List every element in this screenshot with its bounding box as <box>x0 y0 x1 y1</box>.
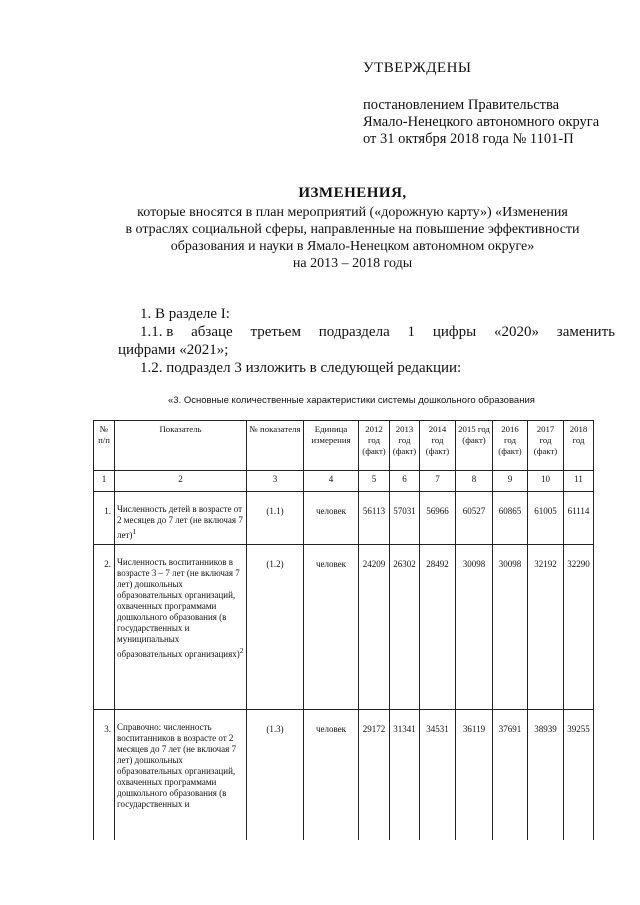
indicator-code: (1.3) <box>247 710 304 840</box>
indicator-code: (1.1) <box>247 492 304 545</box>
column-number: 8 <box>456 471 493 492</box>
header-cell: № п/п <box>94 421 115 471</box>
header-cell: 2013 год (факт) <box>390 421 420 471</box>
column-number: 9 <box>493 471 528 492</box>
value-cell: 37691 <box>493 710 528 840</box>
paragraph-1: 1. В разделе I: <box>140 306 230 322</box>
value-cell: 30098 <box>456 545 493 710</box>
value-cell: 30098 <box>493 545 528 710</box>
header-cell: Единица измерения <box>304 421 359 471</box>
table-row <box>94 710 594 840</box>
footnote-mark: 1 <box>132 527 137 536</box>
document-heading <box>80 185 625 272</box>
indicator-code: (1.2) <box>247 545 304 710</box>
p2-word: заменить <box>556 324 615 340</box>
row-number: 1. <box>94 492 115 545</box>
header-cell: 2015 год (факт) <box>456 421 493 471</box>
column-number: 5 <box>359 471 390 492</box>
header-cell: 2014 год (факт) <box>420 421 456 471</box>
unit-cell: человек <box>304 710 359 840</box>
value-cell: 24209 <box>359 545 390 710</box>
p2-word: абзаце <box>191 324 233 340</box>
row-number: 2. <box>94 545 115 710</box>
value-cell: 39255 <box>564 710 594 840</box>
paragraph-3: цифрами «2021»; <box>118 342 229 358</box>
heading-line-1: которые вносятся в план мероприятий («дорожную карту») «Изменения <box>137 205 568 220</box>
header-cell: 2017 год (факт) <box>528 421 564 471</box>
value-cell: 57031 <box>390 492 420 545</box>
p2-word: 1 <box>407 324 416 340</box>
value-cell: 28492 <box>420 545 456 710</box>
value-cell: 56966 <box>420 492 456 545</box>
value-cell: 61114 <box>564 492 594 545</box>
indicator-name: Справочно: численность воспитанников в возрасте от 2 месяцев до 7 лет (не включая 7 лет) дошкольных образовательных организаций, охваченных программами дошкольного образования (в государственных и <box>115 710 247 840</box>
value-cell: 60865 <box>493 492 528 545</box>
header-cell: 2018 год <box>564 421 594 471</box>
footnote-mark: 2 <box>239 646 244 655</box>
value-cell: 32290 <box>564 545 594 710</box>
column-number: 10 <box>528 471 564 492</box>
value-cell: 61005 <box>528 492 564 545</box>
value-cell: 29172 <box>359 710 390 840</box>
p2-word: третьем <box>250 324 301 340</box>
indicators-table <box>93 420 594 840</box>
value-cell: 32192 <box>528 545 564 710</box>
column-number: 1 <box>94 471 115 492</box>
column-number: 6 <box>390 471 420 492</box>
unit-cell: человек <box>304 492 359 545</box>
heading-line-3: образования и науки в Ямало-Ненецком автономном округе» <box>170 239 535 254</box>
table-caption: «3. Основные количественные характеристики системы дошкольного образования <box>168 395 535 406</box>
p2-word: 1.1. в <box>140 324 174 340</box>
approval-title: УТВЕРЖДЕНЫ <box>363 60 472 76</box>
paragraph-2 <box>140 323 615 341</box>
value-cell: 38939 <box>528 710 564 840</box>
column-number-row <box>94 471 594 492</box>
value-cell: 36119 <box>456 710 493 840</box>
value-cell: 31341 <box>390 710 420 840</box>
header-row <box>94 421 594 471</box>
header-cell: Показатель <box>115 421 247 471</box>
approval-line-1: постановлением Правительства <box>363 97 560 113</box>
heading-line-4: на 2013 – 2018 годы <box>292 256 413 271</box>
unit-cell: человек <box>304 545 359 710</box>
column-number: 4 <box>304 471 359 492</box>
value-cell: 60527 <box>456 492 493 545</box>
table-row <box>94 492 594 545</box>
value-cell: 56113 <box>359 492 390 545</box>
column-number: 2 <box>115 471 247 492</box>
header-cell: 2016 год (факт) <box>493 421 528 471</box>
indicator-name: Численность детей в возрасте от 2 месяцев до 7 лет (не включая 7 лет)$^1$ <box>115 492 247 545</box>
value-cell: 26302 <box>390 545 420 710</box>
header-cell: 2012 год (факт) <box>359 421 390 471</box>
value-cell: 34531 <box>420 710 456 840</box>
column-number: 7 <box>420 471 456 492</box>
column-number: 11 <box>564 471 594 492</box>
heading-title: ИЗМЕНЕНИЯ, <box>298 185 407 201</box>
table-row <box>94 545 594 710</box>
header-cell: № показателя <box>247 421 304 471</box>
p2-word: цифры <box>432 324 477 340</box>
p2-word: подраздела <box>318 324 390 340</box>
paragraph-4: 1.2. подраздел 3 изложить в следующей редакции: <box>140 360 462 376</box>
indicator-name: Численность воспитанников в возрасте 3 – 7 лет (не включая 7 лет) дошкольных образовательных организаций, охваченных программами дошкольного образования (в государственных и муниципальных образовательных организациях)$^2$ <box>115 545 247 710</box>
heading-line-2: в отраслях социальной сферы, направленные на повышение эффективности <box>125 222 580 237</box>
approval-line-3: от 31 октября 2018 года № 1101-П <box>363 131 574 147</box>
p2-word: «2020» <box>493 324 539 340</box>
approval-block <box>363 60 599 148</box>
approval-line-2: Ямало-Ненецкого автономного округа <box>363 114 600 130</box>
column-number: 3 <box>247 471 304 492</box>
row-number: 3. <box>94 710 115 840</box>
